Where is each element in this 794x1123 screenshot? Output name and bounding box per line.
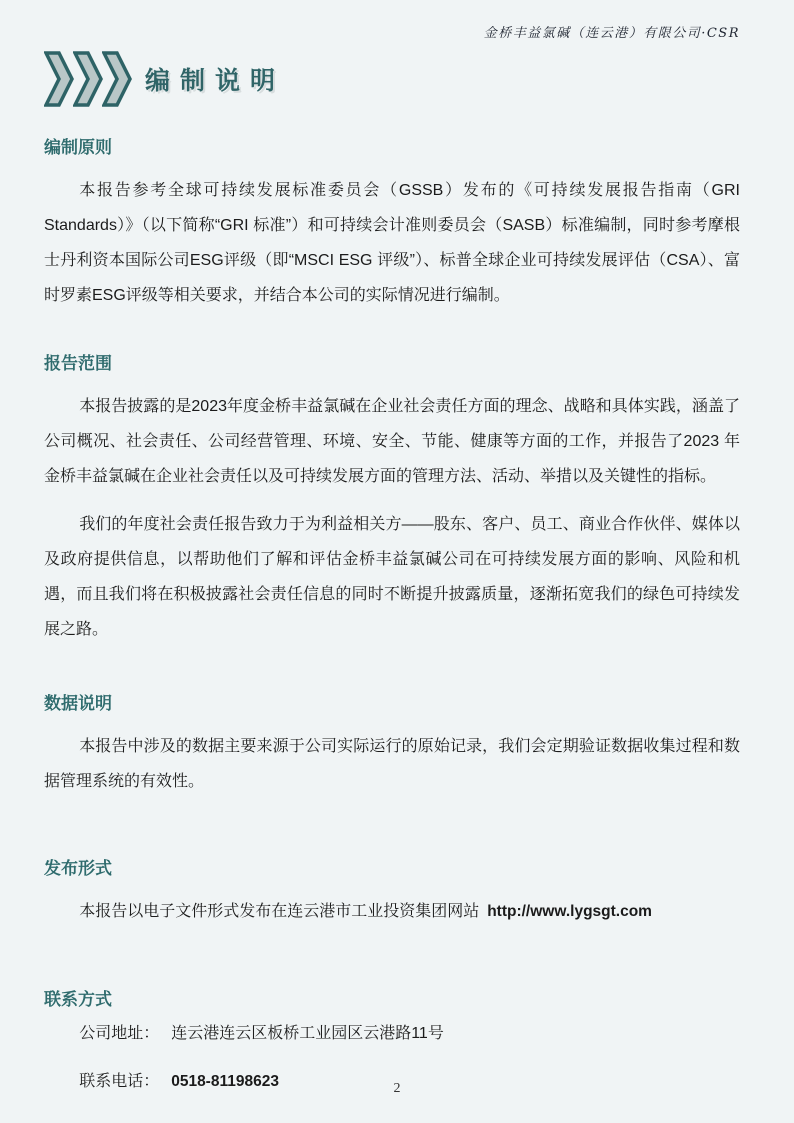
section-paragraph (44, 894, 740, 929)
section-heading: 报告范围 (44, 354, 112, 373)
section-heading: 数据说明 (44, 694, 112, 713)
section-data-notes (44, 689, 740, 799)
section-paragraph: 我们的年度社会责任报告致力于为利益相关方——股东、客户、员工、商业合作伙伴、媒体以及政府提供信息，以帮助他们了解和评估金桥丰益氯碱公司在可持续发展方面的影响、风险和机遇，而且我们将在积极披露社会责任信息的同时不断提升披露质量，逐渐拓宽我们的绿色可持续发展之路。 (44, 516, 740, 638)
section-paragraph: 本报告披露的是2023年度金桥丰益氯碱在企业社会责任方面的理念、战略和具体实践，涵盖了公司概况、社会责任、公司经营管理、环境、安全、节能、健康等方面的工作，并报告了2023 年金桥丰益氯碱在企业社会责任以及可持续发展方面的管理方法、活动、举措以及关键性的指标。 (44, 398, 740, 485)
website-link[interactable]: http://www.lygsgt.com (487, 903, 652, 920)
chevron-right-icon (44, 51, 74, 107)
section-paragraph: 本报告参考全球可持续发展标准委员会（GSSB）发布的《可持续发展报告指南（GRI Standards）》（以下简称“GRI 标准”）和可持续会计准则委员会（SASB）标准编制，同时参考摩根士丹利资本国际公司ESG评级（即“MSCI ESG 评级”）、标普全球企业可持续发展评估（CSA）、富时罗素ESG评级等相关要求，并结合本公司的实际情况进行编制。 (44, 182, 740, 304)
triple-chevron-right-icon (44, 51, 131, 107)
page-title-row (44, 51, 794, 107)
section-heading: 发布形式 (44, 859, 112, 878)
page-number: 2 (393, 1081, 401, 1096)
publication-text: 本报告以电子文件形式发布在连云港市工业投资集团网站 (79, 903, 480, 920)
address-label: 公司地址： (79, 1025, 160, 1042)
section-compilation-principles (44, 133, 740, 313)
phone-value: 0518-81198623 (171, 1073, 279, 1090)
section-report-scope (44, 349, 740, 647)
phone-label: 联系电话： (79, 1073, 160, 1090)
section-heading: 联系方式 (44, 990, 112, 1009)
page-header-company-name: 金桥丰益氯碱（连云港）有限公司·CSR (483, 26, 740, 41)
contact-address-line (44, 1016, 740, 1051)
page-title: 编制说明 (145, 67, 286, 95)
chevron-right-icon (102, 51, 132, 107)
address-value: 连云港连云区板桥工业园区云港路11号 (171, 1025, 444, 1042)
section-publication-form (44, 854, 740, 929)
chevron-right-icon (73, 51, 103, 107)
page-content (0, 133, 794, 1099)
section-heading: 编制原则 (44, 138, 112, 157)
section-paragraph: 本报告中涉及的数据主要来源于公司实际运行的原始记录，我们会定期验证数据收集过程和数据管理系统的有效性。 (44, 738, 740, 790)
